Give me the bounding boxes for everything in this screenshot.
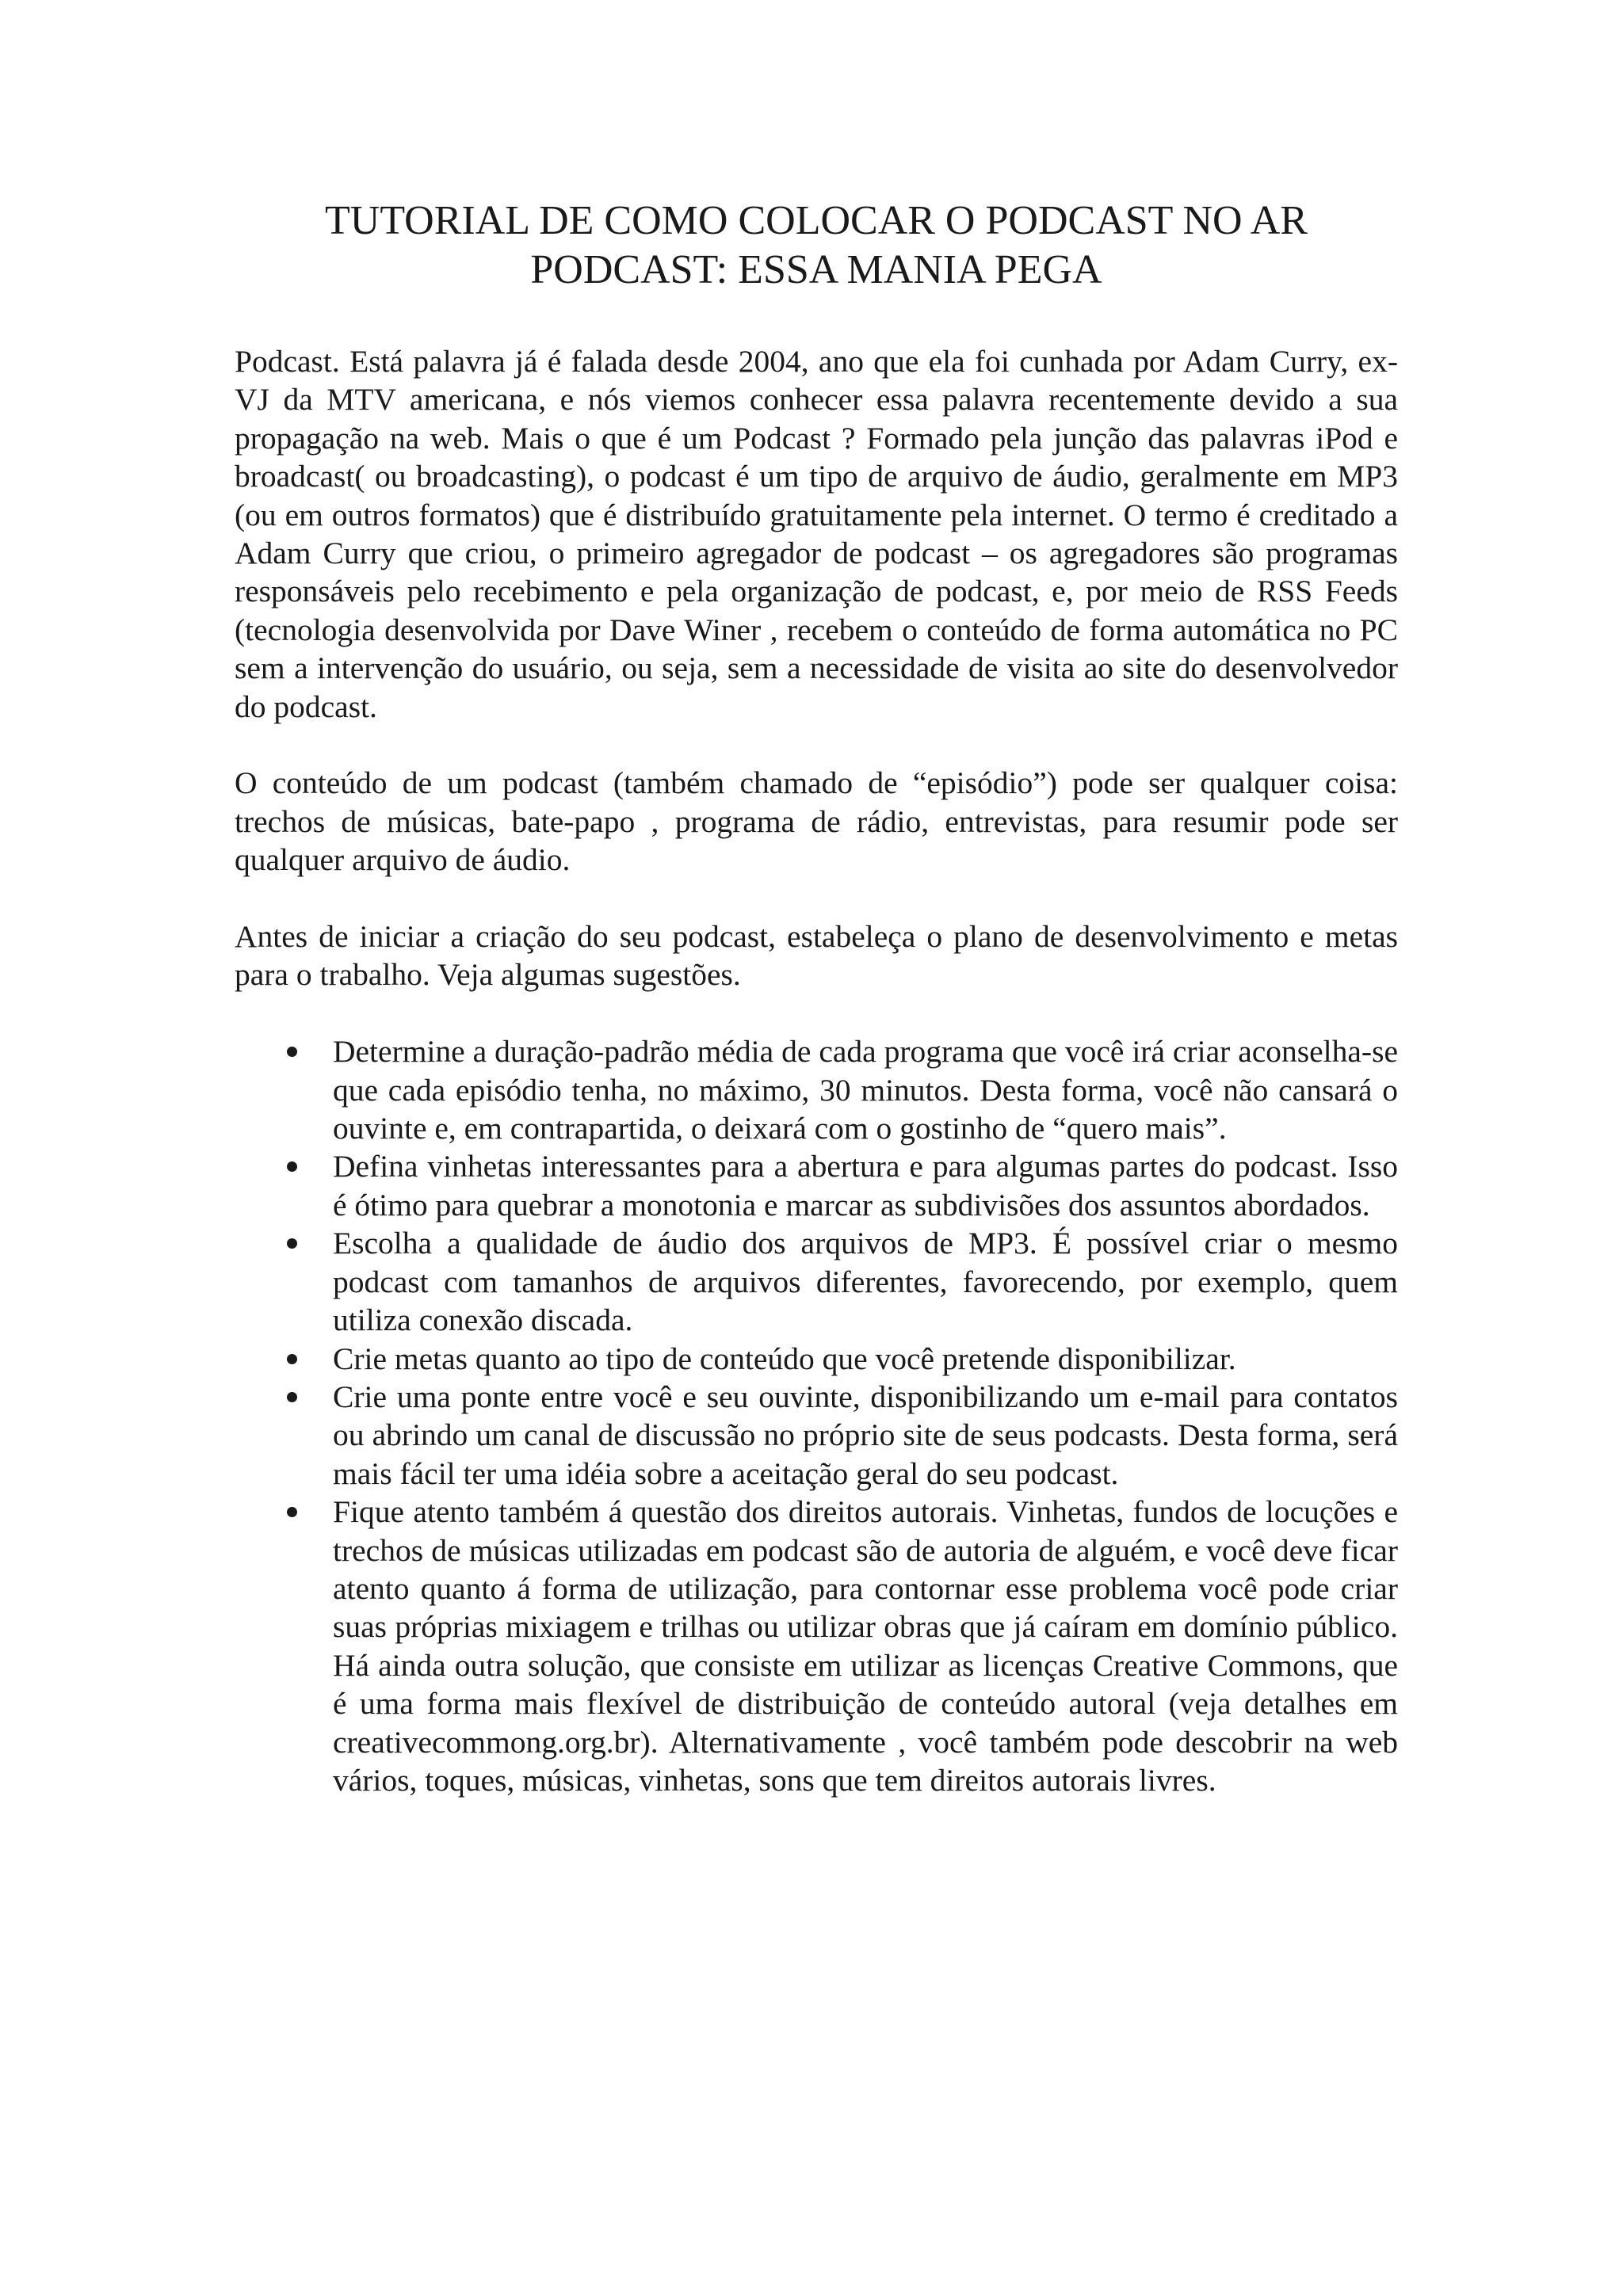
list-item-text: Defina vinhetas interessantes para a abertura e para algumas partes do podcast. Isso é ótimo para quebrar a monotonia e marcar as subdivisões dos assuntos abordados. [333,1149,1398,1222]
list-item [235,1224,1398,1339]
list-item [235,1147,1398,1224]
list-item-text: Crie metas quanto ao tipo de conteúdo que você pretende disponibilizar. [333,1341,1236,1376]
paragraph-intro: Podcast. Está palavra já é falada desde 2004, ano que ela foi cunhada por Adam Curry, ex-VJ da MTV americana, e nós viemos conhecer essa palavra recentemente devido a sua propagação na web. Mais o que é um Podcast ? Formado pela junção das palavras iPod e broadcast( ou broadcasting), o podcast é um tipo de arquivo de áudio, geralmente em MP3 (ou em outros formatos) que é distribuído gratuitamente pela internet. O termo é creditado a Adam Curry que criou, o primeiro agregador de podcast – os agregadores são programas responsáveis pelo recebimento e pela organização de podcast, e, por meio de RSS Feeds (tecnologia desenvolvida por Dave Winer , recebem o conteúdo de forma automática no PC sem a intervenção do usuário, ou seja, sem a necessidade de visita ao site do desenvolvedor do podcast. [235,344,1398,724]
paragraph-spacer [235,879,1398,917]
list-item [235,1032,1398,1147]
bullet-icon [287,1161,297,1172]
suggestions-list [235,1032,1398,1799]
list-item-text: Crie uma ponte entre você e seu ouvinte, disponibilizando um e-mail para contatos ou abrindo um canal de discussão no próprio site de seus podcasts. Desta forma, será mais fácil ter uma idéia sobre a aceitação geral do seu podcast. [333,1379,1398,1491]
document-body [235,342,1398,1799]
paragraph-planning: Antes de iniciar a criação do seu podcast, estabeleça o plano de desenvolvimento e metas para o trabalho. Veja algumas sugestões. [235,919,1398,993]
list-item [235,1378,1398,1493]
list-item [235,1493,1398,1799]
bullet-icon [287,1354,297,1364]
document-title [235,196,1398,295]
paragraph-spacer [235,994,1398,1032]
bullet-icon [287,1047,297,1057]
title-line-1: TUTORIAL DE COMO COLOCAR O PODCAST NO AR [325,198,1308,243]
list-item [235,1340,1398,1378]
bullet-icon [287,1507,297,1517]
bullet-icon [287,1392,297,1402]
paragraph-spacer [235,726,1398,764]
list-item-text: Escolha a qualidade de áudio dos arquivos de MP3. É possível criar o mesmo podcast com tamanhos de arquivos diferentes, favorecendo, por exemplo, quem utiliza conexão discada. [333,1226,1398,1338]
list-item-text: Determine a duração-padrão média de cada programa que você irá criar aconselha-se que cada episódio tenha, no máximo, 30 minutos. Desta forma, você não cansará o ouvinte e, em contrapartida, o deixará com o gostinho de “quero mais”. [333,1034,1398,1146]
paragraph-content: O conteúdo de um podcast (também chamado de “episódio”) pode ser qualquer coisa: trechos de músicas, bate-papo , programa de rádio, entrevistas, para resumir pode ser qualquer arquivo de áudio. [235,765,1398,878]
bullet-icon [287,1238,297,1249]
list-item-text: Fique atento também á questão dos direitos autorais. Vinhetas, fundos de locuções e trechos de músicas utilizadas em podcast são de autoria de alguém, e você deve ficar atento quanto á forma de utilização, para contornar esse problema você pode criar suas próprias mixiagem e trilhas ou utilizar obras que já caíram em domínio público. Há ainda outra solução, que consiste em utilizar as licenças Creative Commons, que é uma forma mais flexível de distribuição de conteúdo autoral (veja detalhes em creativecommong.org.br). Alternativamente , você também pode descobrir na web vários, toques, músicas, vinhetas, sons que tem direitos autorais livres. [333,1494,1398,1798]
title-line-2: PODCAST: ESSA MANIA PEGA [530,247,1102,292]
